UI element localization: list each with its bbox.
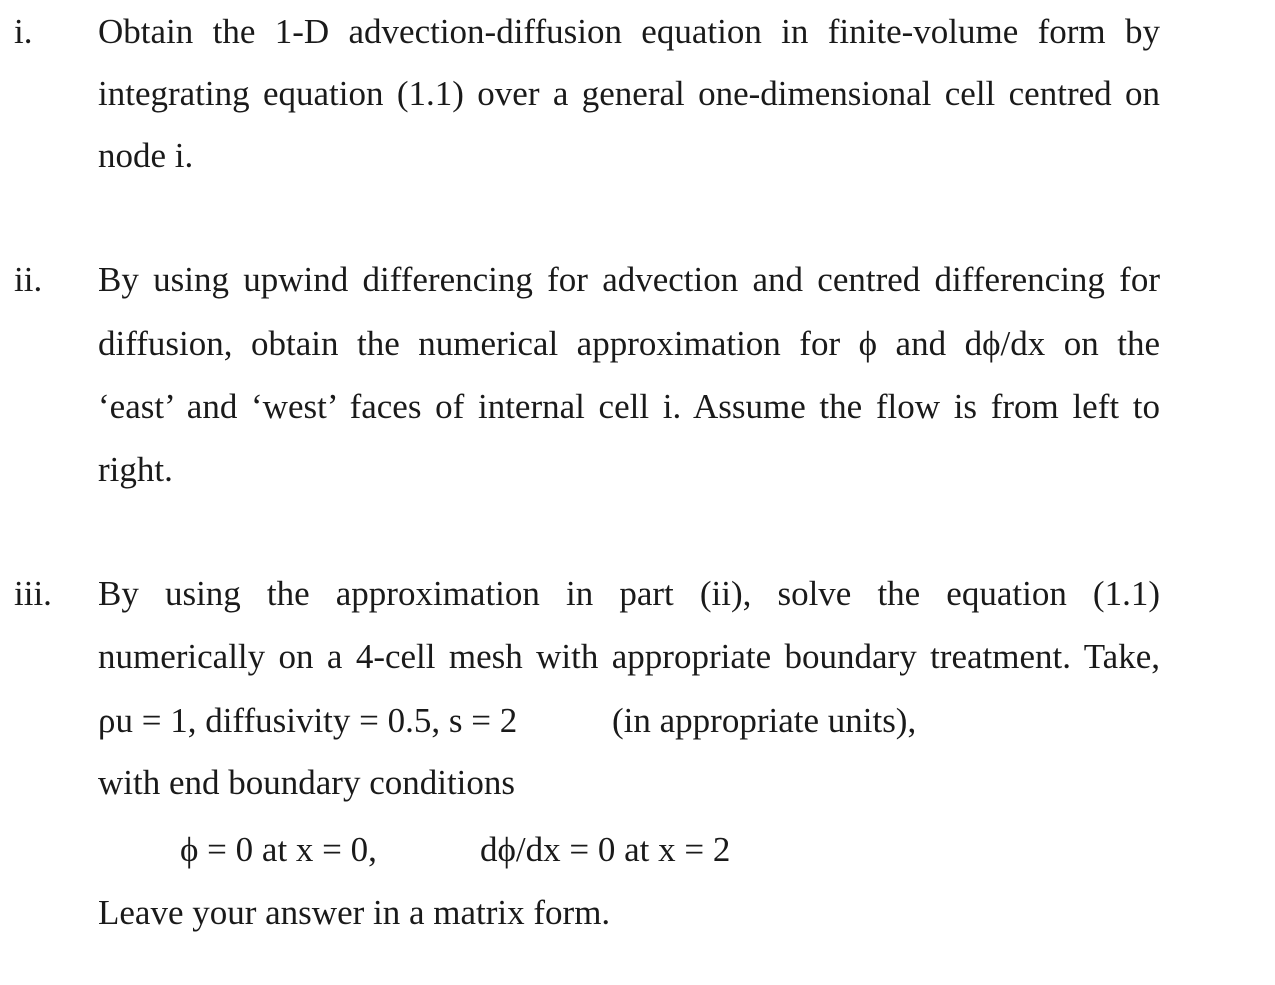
units-note: (in appropriate units), xyxy=(612,701,917,740)
boundary-intro: with end boundary conditions xyxy=(98,763,516,802)
boundary-condition-left: ϕ = 0 at x = 0, xyxy=(180,830,377,869)
item-text-line: diffusion, obtain the numerical approximation for ϕ and dϕ/dx on the xyxy=(98,324,1160,363)
item-number: ii. xyxy=(14,260,43,299)
closing-instruction: Leave your answer in a matrix form. xyxy=(98,893,611,932)
item-text-line: numerically on a 4-cell mesh with appropriate boundary treatment. Take, xyxy=(98,637,1160,676)
item-text-line: integrating equation (1.1) over a general one-dimensional cell centred on xyxy=(98,74,1160,113)
item-number: i. xyxy=(14,12,33,51)
parameters-line: ρu = 1, diffusivity = 0.5, s = 2 xyxy=(98,701,518,740)
item-text-line: node i. xyxy=(98,136,194,175)
item-text-line: Obtain the 1-D advection-diffusion equation in finite-volume form by xyxy=(98,12,1160,51)
item-text-line: By using upwind differencing for advection and centred differencing for xyxy=(98,260,1160,299)
item-text-line: right. xyxy=(98,450,173,489)
item-text-line: ‘east’ and ‘west’ faces of internal cell i. Assume the flow is from left to xyxy=(98,387,1160,426)
item-text-line: By using the approximation in part (ii), solve the equation (1.1) xyxy=(98,574,1160,613)
boundary-condition-right: dϕ/dx = 0 at x = 2 xyxy=(480,830,731,869)
item-number: iii. xyxy=(14,574,52,613)
